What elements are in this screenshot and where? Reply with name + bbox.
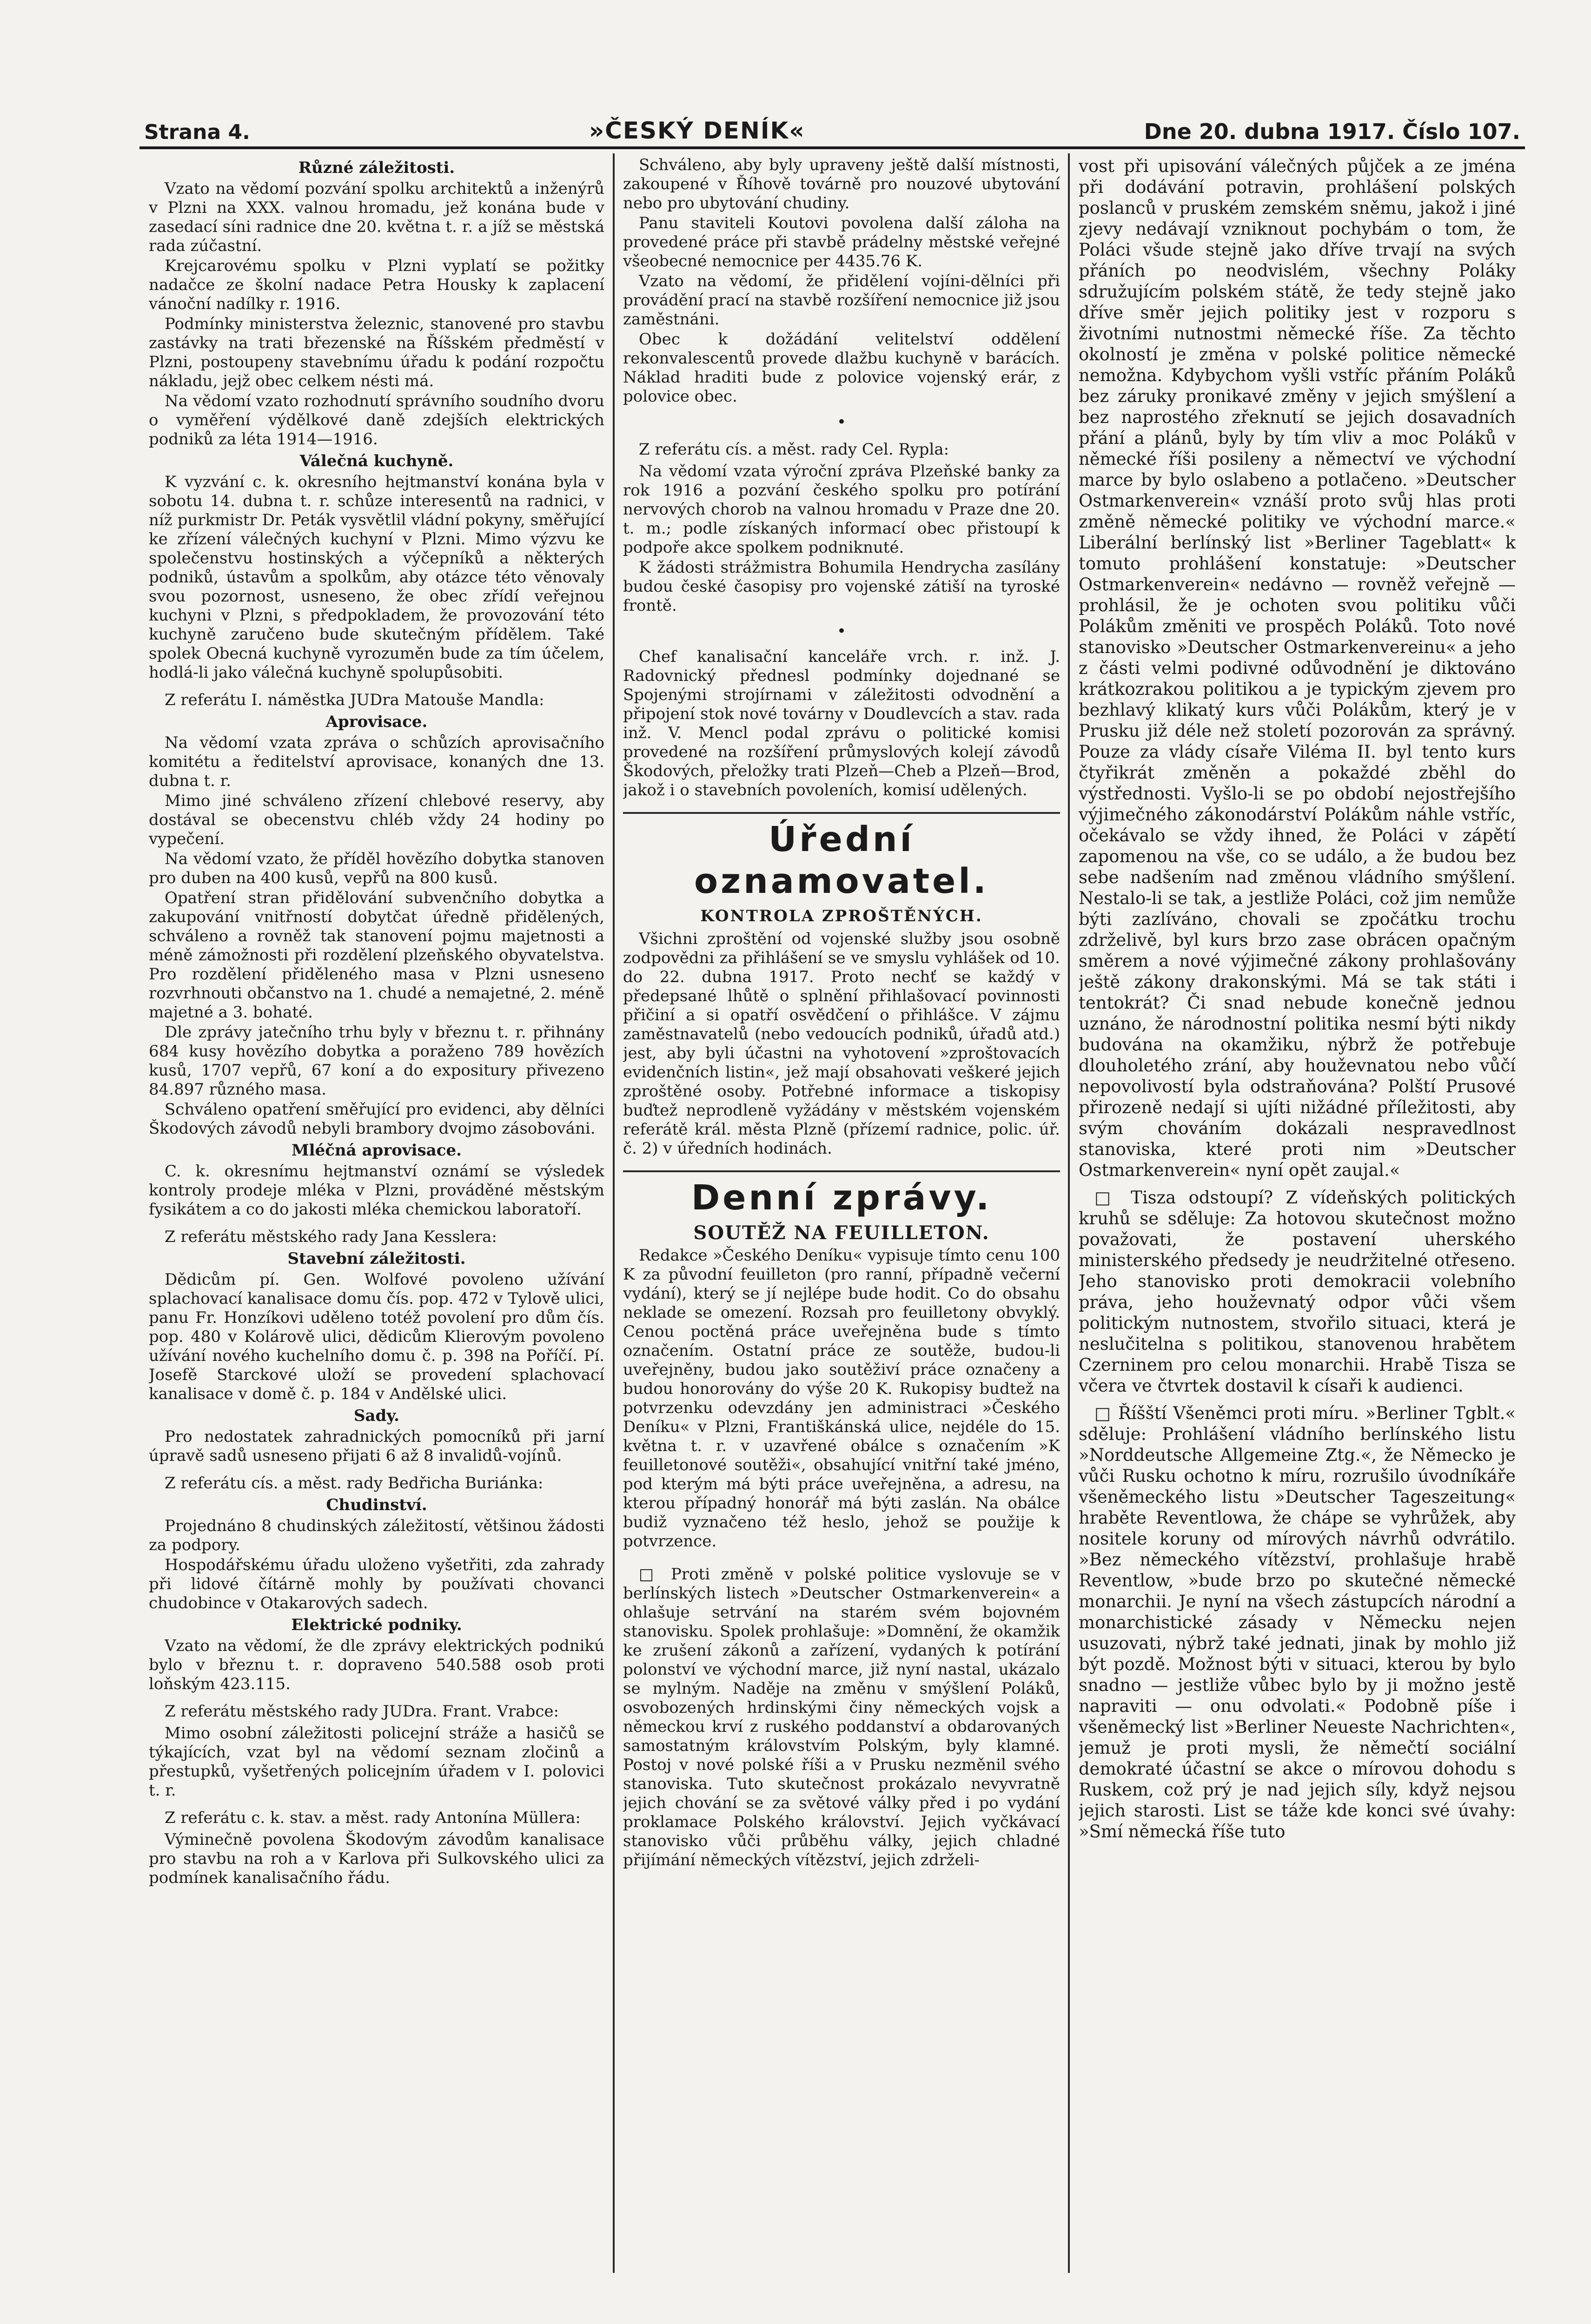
paragraph: Všichni zproštění od vojenské služby jsou osobně zodpovědni za přihlášení se ve smyslu vyhlášek od 10. do 22. dubna 1917. Proto nechť se každý v předepsané lhůtě o splnění přihlašovací povinnosti přičiní a si opatří osvědčení o přihlášce. V zájmu zaměstnavatelů (nebo vedoucích podniků, úřadů atd.) jest, aby byli účastni na vyhotovení »zproštovacích evidenčních listin«, jež mají obsahovati veškeré jejich zproštěné osoby. Potřebné informace a tiskopisy buďtež neprodleně vyžádány v městském vojenském referátě král. města Plzně (přízemí radnice, polic. úř. č. 2) v úředních hodinách. (623, 930, 1060, 1158)
paragraph: Pro nedostatek zahradnických pomocníků při jarní úpravě sadů usneseno přijati 6 až 8 invalidů-vojínů. (149, 1427, 604, 1465)
section-heading: Aprovisace. (325, 713, 428, 731)
subheading: SOUTĚŽ NA FEUILLETON. (693, 1222, 990, 1244)
paragraph: Schváleno opatření směřující pro evidenci, aby dělníci Škodových závodů nebyli brambory dvojmo zásobováni. (149, 1100, 604, 1138)
paragraph: Schváleno, aby byly upraveny ještě další místnosti, zakoupené v Říhově továrně pro nouzové ubytování nebo pro ubytování chudiny. (623, 156, 1060, 212)
section-heading: Stavební záležitosti. (287, 1249, 466, 1268)
section-banner-daily-news: Denní zprávy. (623, 1170, 1060, 1219)
masthead-rule (139, 146, 1525, 149)
paragraph: Podmínky ministerstva železnic, stanovené pro stavbu zastávky na trati březenské na Říšském předměstí v Plzni, postoupeny stavebnímu úřadu k podání rozpočtu nákladu, jejž obec celkem nésti má. (149, 315, 604, 390)
section-heading: Elektrické podniky. (291, 1616, 462, 1634)
paragraph: □ Proti změně v polské politice vyslovuje se v berlínských listech »Deutscher Ostmarkenverein« a ohlašuje setrvání na starém svém bojovném stanovisku. Spolek prohlašuje: »Domnění, že okamžik ke zrušení zákonů a zařízení, vydaných k potírání polonství ve východní marce, již nyní nastal, ukázalo se mylným. Naděje na změnu v smýšlení Poláků, osvobozených hrdinskými činy německých vojsk a německou krví z ruského poddanství a obdarovaných samostatným královstvím Polským, byly klamné. Postoj v nové polské říši a v Prusku nezměnil svého stanoviska. Tuto skutečnost prokázalo nevyvratně jejich chování se za světové války před i po vydání proklamace Polského království. Jejich vyčkávací stanovisko vůči průběhu války, jejich chladné přijímání německých vítězství, jejich zdrželi- (623, 1565, 1060, 1869)
paragraph: Panu staviteli Koutovi povolena další záloha na provedené práce při stavbě prádelny městské veřejné všeobecné nemocnice per 4435.76 K. (623, 214, 1060, 271)
paragraph: vost při upisování válečných půjček a ze jména při dodávání potravin, prohlášení polských poslanců v pruském zemském sněmu, jakož i jiné zjevy nedávají vzniknout pochybám o tom, že Poláci všude stejně jako dříve trvají na svých přáních po neodvislém, všechny Poláky sdružujícím polském státě, že tedy stejně jako dříve směr jejich politiky jest v rozporu s životními nutnostmi německé říše. Za těchto okolností je změna v polské politice německé nemožna. Kdybychom vyšli vstříc přáním Poláků bez záruky pronikavé změny v jejich smýšlení a bez naprostého zřeknutí se jejich dosavadních přání a plánů, byly by tím vliv a moc Poláků v německé říši posileny a němectví ve východní marce by bylo oslabeno a potlačeno. »Deutscher Ostmarkenverein« vznáší proto svůj hlas proti změně německé politiky ve východní marce.« Liberální berlínský list »Berliner Tageblatt« k tomuto prohlášení konstatuje: »Deutscher Ostmarkenverein« nedávno — rovněž veřejně — prohlásil, že je ochoten svou politiku vůči Polákům změniti ve prospěch Poláků. Toto nové stanovisko »Deutscher Ostmarkenvereinu« a jeho z části velmi podivné odůvodnění je diktováno krátkozrakou politikou a je typickým zjevem pro bezhlavý klikatý kurs vůči Polákům, který je v Prusku již déle než století pozorován za správný. Pouze za vlády císaře Viléma II. byl tento kurs čtyřikrát změněn a pokaždé zběhl do výstřednosti. Vyšlo-li se po období nejostřejšího výjimečného zákonodárství Polákům náhle vstříc, očekávalo se vždy ihned, že Poláci v zápětí zapomenou na vše, co se událo, a že budou bez sebe nadšením nad změnou vládního smýšlení. Nestalo-li se tak, a jestliže Poláci, což jim nemůže býti zazlíváno, chovali se zpočátku trochu zdrželivě, byl kurs brzo zase obrácen opačným směrem a nové výjimečné zákony prohlašovány ještě zákony drakonskými. Má se tak státi i tentokrát? Či snad nebude konečně jednou uznáno, že národnostní politika nesmí býti nikdy budována na okamžiku, nýbrž že potřebuje dlouholetého zrání, aby houževnatou nebo vůčí nepovolivostí byla odstraňována? Polští Prusové přirozeně nedají si ujíti nižádné příležitosti, aby svým chováním dokázali nespravedlnost stanoviska, které proti nim »Deutscher Ostmarkenverein« nyní opět zaujal.« (1079, 156, 1516, 1180)
column-3 (1079, 156, 1516, 2271)
section-heading: Různé záležitosti. (298, 158, 455, 177)
column-2 (623, 156, 1060, 2271)
paragraph: Chef kanalisační kanceláře vrch. r. inž. J. Radovnický přednesl podmínky dojednané se Spojenými strojírnami v záležitosti odvodnění a připojení stok nové továrny v Doudlevcích a stav. rada inž. V. Mencl podal zprávu o politické komisi provedené na rozšíření průmyslových kolejí závodů Škodových, přeložky trati Plzeň—Cheb a Plzeň—Brod, jakož i o stavebních povoleních, komisí udělených. (623, 647, 1060, 799)
column-1 (149, 156, 604, 2271)
paragraph: □ Tisza odstoupí? Z vídeňských politických kruhů se sděluje: Za hotovou skutečnost možno považovati, že postavení uherského ministerského předsedy je neudržitelné otřeseno. Jeho stanovisko proti demokracii volebního práva, jeho houževnatý odpor vůči všem politickým nutnostem, stvořilo situaci, která je neslučitelna s politikou, stanovenou hrabětem Czerninem pro celou monarchii. Hrabě Tisza se včera ve čtvrtek dostavil k císaři k audienci. (1079, 1188, 1516, 1396)
paragraph: Krejcarovému spolku v Plzni vyplatí se požitky nadačce ze školní nadace Petra Housky k zaplacení vánoční nadílky r. 1916. (149, 257, 604, 313)
paragraph: Dle zprávy jatečního trhu byly v březnu t. r. přihnány 684 kusy hovězího dobytka a poraženo 789 hovězích kusů, 1707 vepřů, 67 koní a do expositury přivezeno 84.897 různého masa. (149, 1023, 604, 1099)
section-heading: Chudinství. (326, 1496, 427, 1514)
section-heading: Sady. (353, 1406, 400, 1425)
newspaper-title: »ČESKÝ DENÍK« (589, 117, 805, 144)
column-divider (613, 153, 615, 2273)
paragraph: Obec k dožádání velitelství oddělení rekonvalescentů provede dlažbu kuchyně v barácích. Náklad hraditi bude z polovice vojenský erár, z polovice obec. (623, 330, 1060, 406)
paragraph: Na vědomí vzata zpráva o schůzích aprovisačního komitétu a ředitelství aprovisace, konaných dne 13. dubna t. r. (149, 733, 604, 790)
paragraph: Projednáno 8 chudinských záležitostí, většinou žádosti za podpory. (149, 1517, 604, 1554)
page-number: Strana 4. (144, 120, 250, 144)
paragraph: Vzato na vědomí, že přidělení vojíni-dělníci při provádění prací na stavbě rozšíření nemocnice již jsou zaměstnáni. (623, 272, 1060, 329)
paragraph: Redakce »Českého Deníku« vypisuje tímto cenu 100 K za původní feuilleton (pro ranní, případně večerní vydání), který se jí nejlépe bude hodit. Co do obsahu neklade se omezení. Rozsah pro feuilletony obvyklý. Cenou poctěná práce uveřejněna bude s tímto označením. Ostatní práce ze soutěže, budou-li uveřejněny, budou jako soutěživí práce označeny a budou honorovány do výše 20 K. Rukopisy budtež na potvrzenku odevzdány jen administraci »Českého Deníku« v Plzni, Františkánská ulice, nejdéle do 15. května t. r. v uzavřené obálce s označením »K feuilletonové soutěži«, obsahující vnitřní také jméno, pod kterým má býti práce uveřejněna, a adresu, na kterou případný honorář má býti zaslán. Na obálce budiž vyznačeno též heslo, jehož se použije k potvrzence. (623, 1246, 1060, 1551)
referat-heading: Z referátu městského rady JUDra. Frant. Vrabce: (165, 1702, 559, 1721)
paragraph: □ Říšští Všeněmci proti míru. »Berliner Tgblt.« sděluje: Prohlášení vládního berlínského listu »Norddeutsche Allgemeine Ztg.«, že Německo je vůči Rusku ochotno k míru, rozrušilo úvodníkáře všeněmeckého listu »Deutscher Tageszeitung« hraběte Reventlowa, že chápe se vyhrůžek, aby nositele koruny od mírových návrhů odvrátilo. »Bez německého vítězství, prohlašuje hrabě Reventlow, »bude brzo po skutečné německé monarchii. Je nyní na všech zástupcích národní a monarchistické zásady v Německu nejen usuzovati, nýbrž také jednati, jinak by mohlo již být pozdě. Možnost býti v situaci, kterou by bylo snadno — jestliže vůbec bylo by ji možno jestě napraviti — onu odvolati.« Podobně píše i všeněmecký list »Berliner Neueste Nachrichten«, jemuž je proti mysli, že němečtí sociální demokraté účastní se akce o mírovou dohodu s Ruskem, což prý je nad jejich síly, když nejsou jejich starosti. List se táže kde konci své úvahy: »Smí německá říše tuto (1079, 1403, 1516, 1842)
paragraph: Mimo osobní záležitosti policejní stráže a hasičů se týkajících, vzat byl na vědomí seznam zločinů a přestupků, vyšetřených policejním úřadem v I. polovici t. r. (149, 1724, 604, 1800)
paragraph: Mimo jiné schváleno zřízení chlebové reservy, aby dostával se obecenstvu chléb vždy 24 hodiny po vypečení. (149, 792, 604, 848)
paragraph: Dědicům pí. Gen. Wolfové povoleno užívání splachovací kanalisace domu čís. pop. 472 v Tylově ulici, panu Fr. Honzíkovi uděleno totéž povolení pro dům čís. pop. 480 v Kolárově ulici, dědicům Klierovým povoleno užívání nového kuchelního domu č. p. 398 na Poříčí. Pí. Josefě Starckové uloží se provedení splachovací kanalisace v domě č. p. 184 v Andělské ulici. (149, 1270, 604, 1403)
separator-dot: • (836, 622, 847, 640)
referat-heading: Z referátu c. k. stav. a měst. rady Antonína Müllera: (165, 1809, 581, 1827)
paragraph: Vzato na vědomí, že dle zprávy elektrických podnikú bylo v březnu t. r. dopraveno 540.588 osob proti loňským 423.115. (149, 1637, 604, 1693)
paragraph: C. k. okresnímu hejtmanství oznámí se výsledek kontroly prodeje mléka v Plzni, prováděné městským fysikátem a co do jakosti mléka chemickou laboratoří. (149, 1162, 604, 1219)
section-heading: Válečná kuchyně. (299, 452, 454, 470)
paragraph: Na vědomí vzato, že příděl hovězího dobytka stanoven pro duben na 400 kusů, vepřů na 800 kusů. (149, 850, 604, 887)
paragraph: Na vědomí vzato rozhodnutí správního soudního dvoru o vyměření výdělkové daně zdejších elektrických podniků za léta 1914—1916. (149, 392, 604, 449)
referat-heading: Z referátu I. náměstka JUDra Matouše Mandla: (165, 691, 544, 709)
subheading: KONTROLA ZPROŠTĚNÝCH. (700, 907, 983, 925)
section-heading: Mléčná aprovisace. (292, 1141, 462, 1160)
column-divider (1068, 153, 1070, 2273)
referat-heading: Z referátu cís. a měst. rady Bedřicha Buriánka: (165, 1474, 544, 1492)
paragraph: Vzato na vědomí pozvání spolku architektů a inženýrů v Plzni na XXX. valnou hromadu, jež konána bude v zasedací síni radnice dne 20. května t. r. a jíž se městská rada zúčastní. (149, 179, 604, 255)
paragraph: K žádosti strážmistra Bohumila Hendrycha zasílány budou české časopisy pro vojenské zátiší na tyroské frontě. (623, 558, 1060, 615)
paragraph: Na vědomí vzata výroční zpráva Plzeňské banky za rok 1916 a pozvání českého spolku pro potírání nervových chorob na valnou hromadu v Praze dne 20. t. m.; podle získaných informací obec přistoupí k podpoře akce spolkem podniknuté. (623, 462, 1060, 557)
referat-heading: Z referátu městského rady Jana Kesslera: (165, 1228, 497, 1246)
paragraph: Hospodářskému úřadu uloženo vyšetřiti, zda zahrady při lidové čítárně mohly by používati chovanci chudobince v Otakarových sadech. (149, 1556, 604, 1612)
paragraph: Opatření stran přidělování subvenčního dobytka a zakupování vnitřností dobytčat úředně přidělených, schváleno a rovněž tak stanovení pojmu majetnosti a méně zámožnosti při rozdělení plzeňského obyvatelstva. Pro rozdělení přiděleného masa v Plzni usneseno rozvrhnouti občanstvo na 1. chudé a nemajetné, 2. méně majetné a 3. bohaté. (149, 889, 604, 1022)
paragraph: K vyzvání c. k. okresního hejtmanství konána byla v sobotu 14. dubna t. r. schůze interesentů na radnici, v níž purkmistr Dr. Peták vysvětlil vládní pokyny, směřující ke zřízení válečných kuchyní v Plzni. Mimo výzvu ke společenstvu hostinských a výčepníků a některých podniků, ústavům a spolkům, aby otázce této věnovaly svou pozornost, usneseno, že obec zřídí veřejnou kuchyni v Plzni, s předpokladem, že provozování této kuchyně zaručeno bude skutečným přídělem. Také spolek Obecná kuchyně vyrozuměn bude za tím účelem, hodlá-li jako válečná kuchyně spolupůsobiti. (149, 473, 604, 682)
referat-heading: Z referátu cís. a měst. rady Cel. Rypla: (639, 440, 949, 459)
masthead (144, 107, 1520, 144)
paragraph: Výminečně povolena Škodovým závodům kanalisace pro stavbu na roh a v Karlova při Sulkovského ulici za podmínek kanalisačního řádu. (149, 1830, 604, 1887)
separator-dot: • (836, 413, 847, 431)
issue-date: Dne 20. dubna 1917. Číslo 107. (1144, 119, 1520, 144)
section-banner-official: Úřední oznamovatel. (623, 812, 1060, 902)
